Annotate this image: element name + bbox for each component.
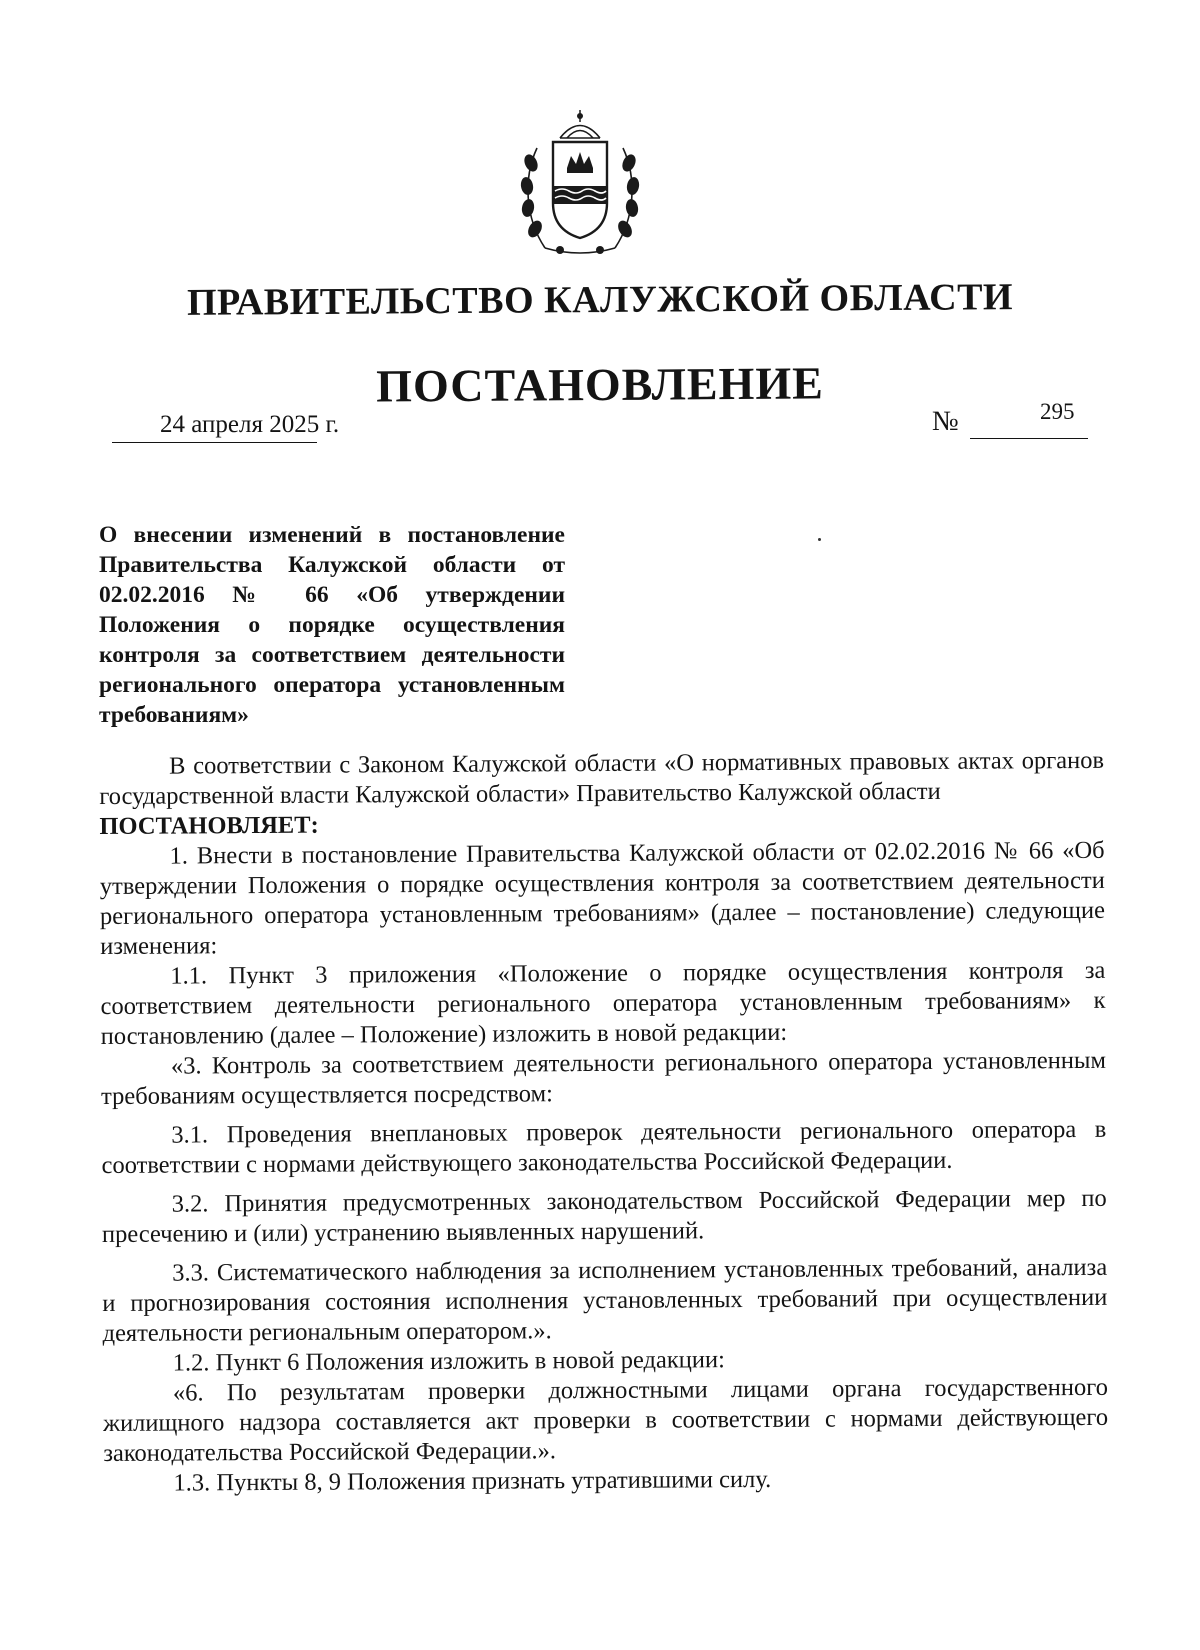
body-paragraph: 3.2. Принятия предусмотренных законодательством Российской Федерации мер по пресечению и (или) устранению выявленных нарушений. xyxy=(101,1184,1107,1248)
body-paragraph: «3. Контроль за соответствием деятельности регионального оператора установленным требованиям осуществляется посредством: xyxy=(101,1046,1106,1110)
body-paragraph: «6. По результатам проверки должностными лицами органа государственного жилищного надзора составляется акт проверки в соответствии с нормами действующего законодательства Российской Федерации.». xyxy=(103,1373,1109,1467)
coat-of-arms-icon xyxy=(515,108,645,258)
body-paragraph: 1. Внести в постановление Правительства Калужской области от 02.02.2016 № 66 «Об утверждении Положения о порядке осуществления контроля за соответствием деятельности регионального оператора установленным требованиям» (далее – постановление) следующие изменения: xyxy=(99,836,1106,960)
number-sign: № xyxy=(932,406,959,437)
body-paragraph: 3.1. Проведения внеплановых проверок деятельности регионального оператора в соответствии с нормами действующего законодательства Российской Федерации. xyxy=(101,1115,1107,1179)
preamble-paragraph: В соответствии с Законом Калужской области «О нормативных правовых актах органов государственной власти Калужской области» Правительство Калужской области xyxy=(99,746,1105,810)
resolves-heading: ПОСТАНОВЛЯЕТ: xyxy=(99,811,319,840)
document-number: 295 xyxy=(1040,399,1075,424)
organization-title: ПРАВИТЕЛЬСТВО КАЛУЖСКОЙ ОБЛАСТИ xyxy=(186,276,1014,324)
document-body xyxy=(99,746,1109,1499)
scan-speck xyxy=(818,538,821,541)
body-paragraph: 1.2. Пункт 6 Положения изложить в новой редакции: xyxy=(172,1346,725,1377)
body-paragraph: 1.3. Пункты 8, 9 Положения признать утратившими силу. xyxy=(173,1465,772,1497)
document-date: 24 апреля 2025 г. xyxy=(160,411,340,438)
document-type-title: ПОСТАНОВЛЕНИЕ xyxy=(375,357,825,412)
body-paragraph: 3.3. Систематического наблюдения за исполнением установленных требований, анализа и прогнозирования состояния исполнения установленных требований при осуществлении деятельности региональным оператором.». xyxy=(102,1253,1108,1347)
document-subject: О внесении изменений в постановление Правительства Калужской области от 02.02.2016 № 66 «Об утверждении Положения о порядке осуществления контроля за соответствием деятельности регионального оператора установленным требованиям» xyxy=(99,522,565,728)
body-paragraph: 1.1. Пункт 3 приложения «Положение о порядке осуществления контроля за соответствием деятельности регионального оператора установленным требованиям» к постановлению (далее – Положение) изложить в новой редакции: xyxy=(100,956,1106,1050)
coat-of-arms-drawing xyxy=(515,108,645,258)
